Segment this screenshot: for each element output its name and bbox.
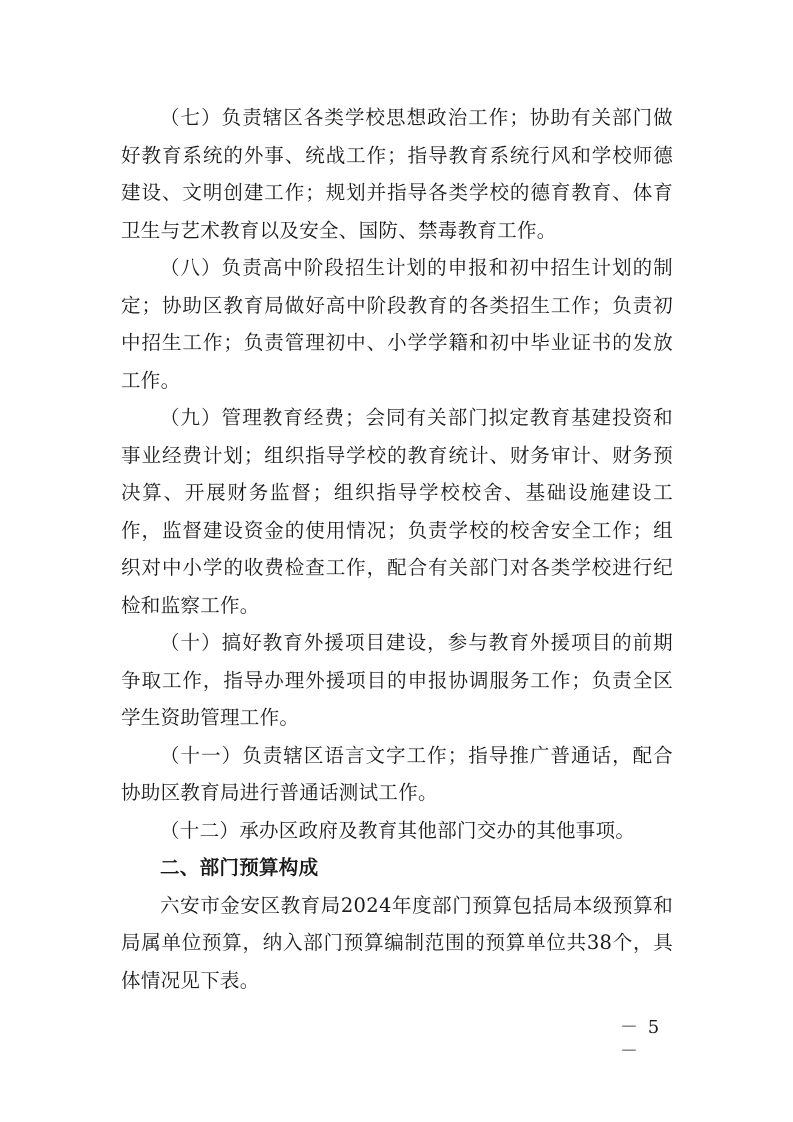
- paragraph-item-12: （十二）承办区政府及教育其他部门交办的其他事项。: [160, 818, 636, 842]
- page-number: － 5 －: [620, 1017, 662, 1062]
- paragraph-item-8: （八）负责高中阶段招生计划的申报和初中招生计划的制定；协助区教育局做好高中阶段教育的各类招生工作；负责初中招生工作；负责管理初中、小学学籍和初中毕业证书的发放工作。: [121, 256, 673, 392]
- paragraph-item-11: （十一）负责辖区语言文字工作；指导推广普通话，配合协助区教育局进行普通话测试工作。: [121, 743, 673, 804]
- paragraph-item-9: （九）管理教育经费；会同有关部门拟定教育基建投资和事业经费计划；组织指导学校的教育统计、财务审计、财务预决算、开展财务监督；组织指导学校校舍、基础设施建设工作，监督建设资金的使用情况；负责学校的校舍安全工作；组织对中小学的收费检查工作，配合有关部门对各类学校进行纪检和监察工作。: [121, 406, 673, 617]
- paragraph-item-7: （七）负责辖区各类学校思想政治工作；协助有关部门做好教育系统的外事、统战工作；指导教育系统行风和学校师德建设、文明创建工作；规划并指导各类学校的德育教育、体育卫生与艺术教育以及安全、国防、禁毒教育工作。: [121, 106, 673, 242]
- section-heading: 二、部门预算构成: [160, 856, 319, 879]
- section-paragraph: 六安市金安区教育局2024年度部门预算包括局本级预算和局属单位预算，纳入部门预算编制范围的预算单位共38个，具体情况见下表。: [121, 893, 673, 992]
- document-body: [121, 99, 673, 999]
- paragraph-item-10: （十）搞好教育外援项目建设，参与教育外援项目的前期争取工作，指导办理外援项目的申报协调服务工作；负责全区学生资助管理工作。: [121, 631, 673, 729]
